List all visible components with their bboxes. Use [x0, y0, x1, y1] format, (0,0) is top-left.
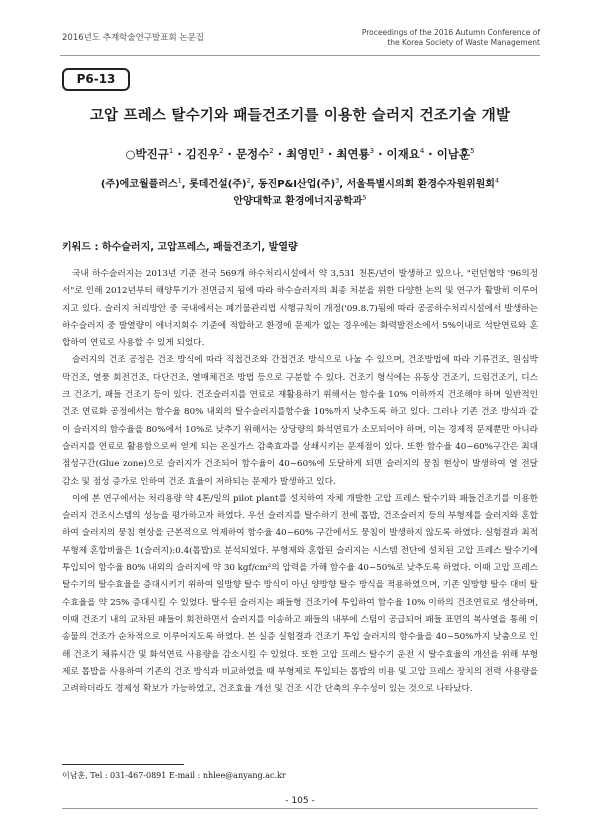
keywords: 키워드 : 하수슬러지, 고압프레스, 패들건조기, 발열량 [62, 242, 298, 253]
author-affiliation-marker: 3 [369, 147, 375, 156]
header-divider [60, 55, 540, 56]
page-number: - 105 - [285, 796, 315, 806]
body-paragraph-3: 이에 본 연구에서는 처리용량 약 4톤/일의 pilot plant를 설치하여 자체 개발한 고압 프레스 탈수기와 패들건조기를 이용한 슬러지 건조시스템의 성능을 평가하고자 하였다. 우선 슬러지를 탈수하기 전에 톱밥, 건조슬러지 등의 부형제를 슬러지와 혼합하여 슬러지의 뭉침 현상을 근본적으로 억제하여 함수율 40~60% 구간에서도 뭉침이 발생하지 않도록 하였다. 실험결과 최적 부형제 혼합비율은 1(슬러지):0.4(톱밥)로 분석되었다. 부형제와 혼합된 슬러지는 시스템 전단에 설치된 고압 프레스 탈수기에 투입되어 함수율 80% 내외의 슬러지에 약 30 kgf/cm²의 압력을 가해 함수율 40~50%로 낮추도록 하였다. 이때 고압 프레스 탈수기의 탈수효율을 증대시키기 위하여 일방향 탈수 방식이 아닌 양방향 탈수 방식을 적용하였으며, 기존 일방향 탈수 대비 탈수효율을 약 25% 증대시킬 수 있었다. 탈수된 슬러지는 패들형 건조기에 투입하여 함수율 10% 이하의 건조연료로 생산하며, 이때 건조기 내의 교차된 패들이 회전하면서 슬러지를 이송하고 패들의 내부에 스팀이 공급되어 패들 표면의 복사열을 통해 이송물의 건조가 순차적으로 이루어지도록 하였다. 본 실증 실험결과 건조기 투입 슬러지의 함수율을 40~50%까지 낮춤으로 인해 건조기 체류시간 및 화석연료 사용량을 감소시킬 수 있었다. 또한 고압 프레스 탈수기 운전 시 탈수효율의 개선을 위해 부형제로 톱밥을 사용하여 기존의 건조 방식과 비교하였을 때 부형제로 투입되는 톱밥의 비용 및 고압 프레스 장치의 전력 사용량을 고려하더라도 경제성 확보가 가능하였고, 건조효율 개선 및 건조 시간 단축의 우수성이 있는 것으로 나타났다. [62, 493, 538, 695]
list-separator: · [374, 147, 387, 161]
running-header-right-line2: the Korea Society of Waste Management [387, 38, 540, 47]
affiliation-name: (주)에코월플러스 [100, 179, 178, 190]
abstract-body [62, 266, 538, 698]
author-name: 문정수 [235, 147, 270, 161]
author-name: 최영민 [286, 147, 320, 161]
author-name: 이재요 [386, 147, 420, 161]
affiliation-affiliation-marker: 5 [362, 193, 367, 202]
affiliation-affiliation-marker: 1 [177, 176, 182, 185]
affiliation-name: 동진P&I산업(주) [257, 179, 336, 190]
author-affiliation-marker: 2 [269, 147, 274, 156]
affiliation-name: 서울특별시의회 환경수자원위원회 [346, 179, 495, 190]
list-separator: · [323, 147, 337, 161]
affiliation-line-1 [0, 175, 600, 190]
body-paragraph-2: 슬러지의 건조 공정은 건조 방식에 따라 직접건조와 간접건조 방식으로 나눌 수 있으며, 건조방법에 따라 기류건조, 원심박막건조, 열풍 회전건조, 다단건조, 열매체건조 방법 등으로 구분할 수 있다. 건조기 형식에는 유동상 건조기, 드럼건조기, 디스크 건조기, 패들 건조기 등이 있다. 건조슬러지를 연료로 재활용하기 위해서는 함수율 10% 이하까지 건조해야 하며 일반적인 건조 연료화 공정에서는 함수율 80% 내외의 탈수슬러지를함수율 10%까지 낮추도록 하고 있다. 그러나 기존 건조 방식과 같이 슬러지의 함수율을 80%에서 10%로 낮추기 위해서는 상당량의 화석연료가 소모되어야 하며, 이는 경제적 문제뿐만 아니라 슬러지를 연료로 활용함으로써 얻게 되는 온실가스 감축효과를 상쇄시키는 문제점이 있다. 또한 함수율 40~60%구간은 최대점성구간(Glue zone)으로 슬러지가 건조되어 함수율이 40~60%에 도달하게 되면 슬러지의 뭉침 현상이 발생하여 열 전달 감소 및 점성 증가로 인하여 건조 효율이 저하되는 문제가 발생하고 있다. [62, 355, 538, 487]
author-affiliation-marker: 5 [470, 147, 475, 156]
author-name: 김진우 [185, 147, 220, 161]
running-header-left: 2016년도 추계학술연구발표회 논문집 [62, 33, 204, 43]
author-affiliation-marker: 4 [419, 147, 425, 156]
list-separator: · [173, 147, 186, 161]
author-list [0, 146, 600, 162]
affiliation-name: 롯데건설(주) [189, 179, 247, 190]
list-separator: · [223, 147, 236, 161]
list-separator: · [424, 147, 437, 161]
affiliation-affiliation-marker: 4 [494, 176, 500, 185]
paper-id-badge: P6-13 [62, 68, 130, 91]
author-name: 이남훈 [436, 147, 471, 161]
affiliation-affiliation-marker: 2 [246, 176, 251, 185]
author-name: 최연룡 [336, 147, 370, 161]
author-affiliation-marker: 1 [168, 147, 174, 156]
affiliation-line-2 [0, 192, 600, 207]
author-affiliation-marker: 3 [319, 147, 324, 156]
paper-title: 고압 프레스 탈수기와 패들건조기를 이용한 슬러지 건조기술 개발 [89, 108, 511, 124]
affiliation-name: 안양대학교 환경에너지공학과 [233, 196, 363, 207]
body-paragraph-1: 국내 하수슬러지는 2013년 기준 전국 569개 하수처리시설에서 약 3,531 천톤/년이 발생하고 있으나, "런던협약 '96의정서"로 인해 2012년부터 해양투기가 전면금지 됨에 따라 하수슬러지의 최종 처분을 위한 다양한 논의 및 연구가 활발히 이루어지고 있다. 슬러지 처리방안 중 국내에서는 폐기물관리법 시행규칙이 개정('09.8.7)됨에 따라 공공하수처리시설에서 발생하는 하수슬러지 중 발열량이 에너지회수 기준에 적합하고 환경에 문제가 없는 경우에는 화력발전소에서 5%이내로 석탄연료와 혼합하여 연료로 사용할 수 있게 되었다. [62, 269, 538, 349]
corresponding-author-footnote: 이남훈, Tel : 031-467-0891 E-mail : nhlee@anyang.ac.kr [62, 771, 286, 780]
running-header-right [300, 28, 540, 48]
author-affiliation-marker: 2 [219, 147, 224, 156]
list-separator: , [181, 179, 190, 190]
running-header-right-line1: Proceedings of the 2016 Autumn Conference of [361, 28, 540, 37]
footer-divider [62, 808, 538, 809]
affiliation-affiliation-marker: 3 [335, 176, 340, 185]
list-separator: , [339, 179, 347, 190]
author-name: ○박진규 [125, 147, 169, 161]
footnote-divider [62, 764, 184, 765]
list-separator: · [273, 147, 287, 161]
list-separator: , [250, 179, 258, 190]
